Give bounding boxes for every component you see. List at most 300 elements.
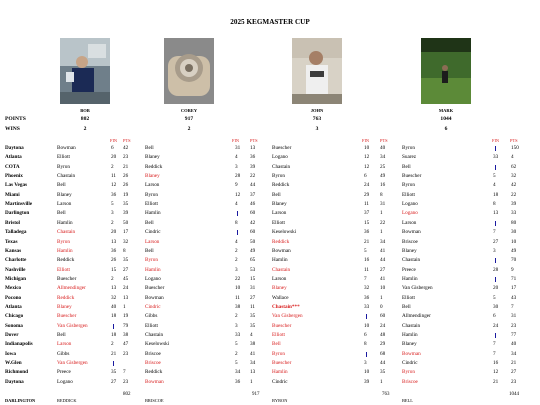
points-earned: 46 xyxy=(250,201,256,208)
finish-position: 34 xyxy=(235,369,241,376)
points-earned: 34 xyxy=(250,360,256,367)
track-label: COTA xyxy=(5,163,20,170)
points-earned: 30 xyxy=(511,229,517,236)
finish-position: 16 xyxy=(364,257,370,264)
driver-pick: Byron xyxy=(57,163,70,170)
driver-pick: Reddick xyxy=(272,238,290,245)
finish-position: 5 xyxy=(493,173,496,180)
driver-pick: Buescher xyxy=(57,275,77,282)
driver-pick: Larson xyxy=(145,238,160,245)
driver-pick: Reddick xyxy=(272,182,290,189)
finish-position: 24 xyxy=(364,182,370,189)
track-label: W.Glen xyxy=(5,360,22,367)
pts-header: PTS xyxy=(250,138,258,143)
driver-pick: Bowman xyxy=(402,229,421,236)
points-earned: 40 xyxy=(511,341,517,348)
total-points: 1044 xyxy=(509,392,519,397)
finish-position: 2 xyxy=(111,163,114,170)
points-earned: 35 xyxy=(250,313,256,320)
points-earned: 68 xyxy=(380,350,386,357)
points-earned: 10 xyxy=(380,285,386,292)
points-earned: 49 xyxy=(250,247,256,254)
finish-position: 27 xyxy=(111,378,117,385)
points-earned: 32 xyxy=(123,238,129,245)
finish-position: 2 xyxy=(235,247,238,254)
points-earned: 48 xyxy=(380,332,386,338)
participant-name: COREY xyxy=(180,108,198,113)
corey-photo xyxy=(164,38,214,104)
driver-pick: Van Gisbergen xyxy=(402,285,433,292)
driver-pick: Hamlin xyxy=(402,275,418,282)
participant-name: MARK xyxy=(438,108,454,113)
finish-position: 8 xyxy=(364,341,367,348)
driver-pick: Bell xyxy=(272,341,281,348)
finish-position: 11 xyxy=(111,173,116,180)
driver-pick: Blaney xyxy=(145,154,160,161)
driver-pick: Byron xyxy=(57,238,70,245)
points-earned: 21 xyxy=(511,360,517,367)
points-earned: 38 xyxy=(123,332,129,338)
points-earned: 26 xyxy=(123,173,129,180)
win-marker xyxy=(495,221,496,226)
finish-position: 36 xyxy=(364,294,370,301)
cutoff-track: DARLINGTON xyxy=(5,398,36,403)
driver-pick: Hamlin xyxy=(145,210,161,217)
win-marker xyxy=(495,165,496,170)
driver-pick: Preece xyxy=(57,369,71,376)
points-earned: 32 xyxy=(511,173,517,180)
driver-pick: Blaney xyxy=(402,247,417,254)
driver-pick: Hamlin xyxy=(402,332,418,338)
driver-pick: Chastain xyxy=(402,322,421,329)
track-label: Atlanta xyxy=(5,154,22,161)
points-earned: 13 xyxy=(250,145,256,151)
driver-pick: Bell xyxy=(57,332,66,338)
points-earned: 65 xyxy=(250,257,256,264)
driver-pick: Keselowski xyxy=(145,341,170,348)
finish-position: 16 xyxy=(493,360,499,367)
finish-position: 33 xyxy=(235,332,241,338)
points-earned: 8 xyxy=(380,191,383,198)
driver-pick: Elliott xyxy=(57,154,70,161)
driver-pick: Elliott xyxy=(145,322,158,329)
total-points: 763 xyxy=(382,392,390,397)
finish-position: 5 xyxy=(235,341,238,348)
points-earned: 31 xyxy=(380,201,386,208)
points-earned: 42 xyxy=(250,219,256,226)
points-earned: 7 xyxy=(511,303,514,310)
points-earned: 16 xyxy=(380,182,386,189)
points-earned: 80 xyxy=(511,219,517,226)
finish-position: 36 xyxy=(364,229,370,236)
cutoff-pick: REDDICK xyxy=(57,398,77,403)
finish-position: 6 xyxy=(364,332,367,338)
driver-pick: Briscoe xyxy=(402,378,418,385)
finish-position: 7 xyxy=(364,275,367,282)
points-earned: 19 xyxy=(123,313,129,320)
win-marker xyxy=(366,314,367,319)
track-label: Michigan xyxy=(5,275,27,282)
bob-photo xyxy=(60,38,110,104)
points-earned: 34 xyxy=(380,154,386,161)
track-label: Darlington xyxy=(5,210,30,217)
track-label: Sonoma xyxy=(5,322,23,329)
driver-pick: Cindric xyxy=(145,303,161,310)
finish-position: 37 xyxy=(364,210,370,217)
points-earned: 10 xyxy=(511,238,517,245)
driver-pick: Reddick xyxy=(145,163,163,170)
points-earned: 37 xyxy=(250,191,256,198)
track-label: Martinsville xyxy=(5,201,33,208)
finish-position: 12 xyxy=(235,191,241,198)
fin-header: FIN xyxy=(110,138,118,143)
finish-position: 21 xyxy=(493,378,499,385)
track-label: Miami xyxy=(5,191,20,198)
points-earned: 1 xyxy=(250,378,253,385)
driver-pick: Elliott xyxy=(402,294,415,301)
driver-pick: Chastain xyxy=(272,266,291,273)
points-value: 802 xyxy=(80,116,90,122)
driver-pick: Byron xyxy=(402,145,415,151)
finish-position: 33 xyxy=(364,303,370,310)
cutoff-pick: BYRON xyxy=(272,398,288,403)
driver-pick: Cindric xyxy=(272,378,288,385)
finish-position: 10 xyxy=(364,322,370,329)
points-earned: 22 xyxy=(250,173,256,180)
points-earned: 31 xyxy=(250,285,256,292)
pts-header: PTS xyxy=(510,138,518,143)
points-earned: 42 xyxy=(511,182,517,189)
points-earned: 36 xyxy=(250,154,256,161)
driver-pick: Bowman xyxy=(272,247,291,254)
finish-position: 29 xyxy=(364,191,370,198)
driver-pick: Chastain xyxy=(402,257,421,264)
win-marker xyxy=(495,258,496,263)
win-marker xyxy=(366,352,367,357)
driver-pick: Preece xyxy=(402,266,416,273)
points-earned: 1 xyxy=(380,378,383,385)
driver-pick: Bowman xyxy=(57,145,76,151)
points-earned: 42 xyxy=(123,145,129,151)
finish-position: 4 xyxy=(235,201,238,208)
points-earned: 39 xyxy=(250,163,256,170)
points-earned: 23 xyxy=(511,322,517,329)
points-value: 917 xyxy=(184,116,194,122)
points-earned: 38 xyxy=(250,341,256,348)
finish-position: 10 xyxy=(235,285,241,292)
finish-position: 18 xyxy=(111,313,117,320)
points-earned: 50 xyxy=(123,219,129,226)
points-earned: 43 xyxy=(511,294,517,301)
finish-position: 4 xyxy=(493,182,496,189)
driver-pick: Wallace xyxy=(272,294,289,301)
driver-pick: Cindric xyxy=(145,229,161,236)
finish-position: 10 xyxy=(364,369,370,376)
track-label: Chicago xyxy=(5,313,24,320)
points-earned: 1 xyxy=(123,303,126,310)
finish-position: 12 xyxy=(493,369,499,376)
driver-pick: Buescher xyxy=(272,322,292,329)
wins-label: WINS xyxy=(5,126,20,132)
john-photo xyxy=(292,38,342,104)
driver-pick: Buescher xyxy=(272,145,292,151)
points-earned: 4 xyxy=(250,332,253,338)
finish-position: 40 xyxy=(111,303,117,310)
wins-value: 3 xyxy=(315,126,319,132)
finish-position: 9 xyxy=(235,182,238,189)
win-marker xyxy=(495,333,496,338)
points-earned: 27 xyxy=(250,294,256,301)
finish-position: 27 xyxy=(493,238,499,245)
mark-photo xyxy=(421,38,471,104)
points-earned: 31 xyxy=(511,313,517,320)
points-earned: 23 xyxy=(123,350,129,357)
driver-pick: Buescher xyxy=(57,313,77,320)
points-earned: 24 xyxy=(123,285,129,292)
finish-position: 21 xyxy=(111,350,117,357)
driver-pick: Bell xyxy=(145,219,154,226)
points-earned: 34 xyxy=(380,238,386,245)
points-earned: 17 xyxy=(123,229,129,236)
finish-position: 2 xyxy=(235,350,238,357)
points-earned: 22 xyxy=(380,219,386,226)
points-earned: 49 xyxy=(511,247,517,254)
driver-pick: Larson xyxy=(272,210,287,217)
win-marker xyxy=(237,211,238,216)
driver-pick: Hamlin xyxy=(57,247,73,254)
points-earned: 27 xyxy=(511,369,517,376)
finish-position: 11 xyxy=(235,294,240,301)
points-earned: 33 xyxy=(511,210,517,217)
track-label: Talladega xyxy=(5,229,27,236)
track-label: Charlotte xyxy=(5,257,27,264)
finish-position: 12 xyxy=(364,163,370,170)
points-earned: 79 xyxy=(123,322,129,329)
finish-position: 2 xyxy=(111,275,114,282)
points-earned: 7 xyxy=(123,369,126,376)
driver-pick: Reddick xyxy=(57,294,75,301)
finish-position: 18 xyxy=(111,332,117,338)
finish-position: 26 xyxy=(111,257,117,264)
finish-position: 35 xyxy=(111,369,117,376)
driver-pick: Byron xyxy=(402,369,415,376)
driver-pick: Bowman xyxy=(145,294,164,301)
finish-position: 28 xyxy=(235,173,241,180)
finish-position: 8 xyxy=(235,219,238,226)
driver-pick: Blaney xyxy=(57,191,72,198)
points-earned: 23 xyxy=(511,378,517,385)
cutoff-pick: BRISCOE xyxy=(145,398,164,403)
finish-position: 32 xyxy=(111,294,117,301)
finish-position: 7 xyxy=(493,229,496,236)
points-value: 1044 xyxy=(440,116,452,122)
finish-position: 13 xyxy=(111,285,117,292)
finish-position: 5 xyxy=(493,294,496,301)
finish-position: 2 xyxy=(235,313,238,320)
points-earned: 44 xyxy=(380,360,386,367)
wins-value: 2 xyxy=(83,126,87,132)
driver-pick: Larson xyxy=(57,201,72,208)
driver-pick: Chastain xyxy=(145,332,164,338)
points-earned: 1 xyxy=(380,210,383,217)
track-label: Atlanta xyxy=(5,303,22,310)
driver-pick: Hamlin xyxy=(145,266,161,273)
finish-position: 3 xyxy=(235,163,238,170)
points-earned: 26 xyxy=(123,182,129,189)
points-earned: 39 xyxy=(123,210,129,217)
track-label: Bristol xyxy=(5,219,20,226)
page-title: 2025 KEGMASTER CUP xyxy=(230,18,310,26)
finish-position: 6 xyxy=(493,313,496,320)
points-earned: 44 xyxy=(250,182,256,189)
finish-position: 12 xyxy=(111,182,117,189)
fin-header: FIN xyxy=(492,138,500,143)
driver-pick: Gibbs xyxy=(57,350,70,357)
driver-pick: Suarez xyxy=(402,154,417,161)
points-earned: 0 xyxy=(380,303,383,310)
points-value: 763 xyxy=(312,116,322,122)
finish-position: 11 xyxy=(364,201,369,208)
driver-pick: Elliott xyxy=(145,201,158,208)
driver-pick: Keselowski xyxy=(272,229,297,236)
track-label: Pocono xyxy=(5,294,22,301)
driver-pick: Hamlin xyxy=(272,369,288,376)
points-earned: 8 xyxy=(123,247,126,254)
points-earned: 25 xyxy=(380,163,386,170)
points-earned: 19 xyxy=(123,191,129,198)
points-earned: 150 xyxy=(511,145,519,151)
finish-position: 22 xyxy=(235,275,241,282)
track-label: Dover xyxy=(5,332,19,338)
driver-pick: Chastain*** xyxy=(272,303,300,310)
finish-position: 7 xyxy=(493,341,496,348)
driver-pick: Cindric xyxy=(402,360,418,367)
points-earned: 9 xyxy=(511,266,514,273)
points-earned: 23 xyxy=(123,378,129,385)
finish-position: 24 xyxy=(493,322,499,329)
points-earned: 21 xyxy=(123,163,129,170)
points-earned: 15 xyxy=(250,275,256,282)
points-earned: 1 xyxy=(380,229,383,236)
driver-pick: Larson xyxy=(272,275,287,282)
finish-position: 30 xyxy=(493,303,499,310)
track-label: Daytona xyxy=(5,378,24,385)
points-earned: 13 xyxy=(250,369,256,376)
points-earned: 53 xyxy=(250,266,256,273)
driver-pick: Chastain xyxy=(57,229,76,236)
track-label: Nashville xyxy=(5,266,26,273)
points-earned: 22 xyxy=(511,191,517,198)
finish-position: 33 xyxy=(493,154,499,161)
points-earned: 45 xyxy=(123,275,129,282)
finish-position: 12 xyxy=(364,154,370,161)
driver-pick: Larson xyxy=(145,182,160,189)
points-earned: 70 xyxy=(511,257,517,264)
points-earned: 35 xyxy=(123,201,129,208)
points-earned: 29 xyxy=(380,341,386,348)
driver-pick: Larson xyxy=(57,341,72,348)
driver-pick: Bell xyxy=(57,210,66,217)
fin-header: FIN xyxy=(232,138,240,143)
track-label: Indianapolis xyxy=(5,341,33,348)
win-marker xyxy=(495,277,496,282)
driver-pick: Logano xyxy=(402,201,418,208)
driver-pick: Van Gisbergen xyxy=(272,313,303,320)
cutoff-pick: BELL xyxy=(402,398,413,403)
win-marker xyxy=(495,146,496,151)
finish-position: 3 xyxy=(493,247,496,254)
driver-pick: Hamlin xyxy=(57,219,73,226)
finish-position: 3 xyxy=(364,360,367,367)
driver-pick: Logano xyxy=(272,154,288,161)
track-label: Phoenix xyxy=(5,173,23,180)
finish-position: 39 xyxy=(364,378,370,385)
finish-position: 3 xyxy=(235,266,238,273)
wins-value: 2 xyxy=(187,126,191,132)
driver-pick: Hamlin xyxy=(272,257,288,264)
driver-pick: Van Gisbergen xyxy=(57,322,88,329)
points-earned: 27 xyxy=(380,266,386,273)
driver-pick: Bell xyxy=(145,247,154,254)
points-earned: 60 xyxy=(380,313,386,320)
driver-pick: Chastain xyxy=(272,163,291,170)
points-label: POINTS xyxy=(5,116,26,122)
finish-position: 4 xyxy=(235,154,238,161)
points-earned: 71 xyxy=(511,275,517,282)
finish-position: 2 xyxy=(235,257,238,264)
driver-pick: Buescher xyxy=(272,360,292,367)
driver-pick: Elliott xyxy=(57,266,70,273)
driver-pick: Logano xyxy=(145,275,161,282)
finish-position: 5 xyxy=(364,247,367,254)
win-marker xyxy=(113,324,114,329)
wins-value: 6 xyxy=(444,126,448,132)
finish-position: 5 xyxy=(235,360,238,367)
finish-position: 2 xyxy=(111,219,114,226)
finish-position: 36 xyxy=(235,378,241,385)
finish-position: 3 xyxy=(235,322,238,329)
points-earned: 60 xyxy=(250,229,256,236)
points-earned: 49 xyxy=(380,173,386,180)
points-earned: 40 xyxy=(380,145,386,151)
driver-pick: Logano xyxy=(57,378,73,385)
track-label: Mexico xyxy=(5,285,22,292)
finish-position: 15 xyxy=(111,266,117,273)
pts-header: PTS xyxy=(123,138,131,143)
total-points: 917 xyxy=(252,392,260,397)
driver-pick: Blaney xyxy=(272,201,287,208)
win-marker xyxy=(237,230,238,235)
finish-position: 15 xyxy=(364,219,370,226)
driver-pick: Bell xyxy=(57,182,66,189)
driver-pick: Chastain xyxy=(57,173,76,180)
points-earned: 11 xyxy=(250,303,255,310)
points-earned: 23 xyxy=(123,154,129,161)
finish-position: 3 xyxy=(111,210,114,217)
finish-position: 20 xyxy=(111,229,117,236)
track-label: Las Vegas xyxy=(5,182,28,189)
finish-position: 4 xyxy=(235,238,238,245)
track-label: Texas xyxy=(5,238,18,245)
fin-header: FIN xyxy=(362,138,370,143)
points-earned: 77 xyxy=(511,332,517,338)
driver-pick: Bell xyxy=(272,191,281,198)
finish-position: 32 xyxy=(364,285,370,292)
driver-pick: Larson xyxy=(402,219,417,226)
finish-position: 10 xyxy=(364,145,370,151)
driver-pick: Logano xyxy=(402,210,418,217)
driver-pick: Allmendinger xyxy=(57,285,86,292)
